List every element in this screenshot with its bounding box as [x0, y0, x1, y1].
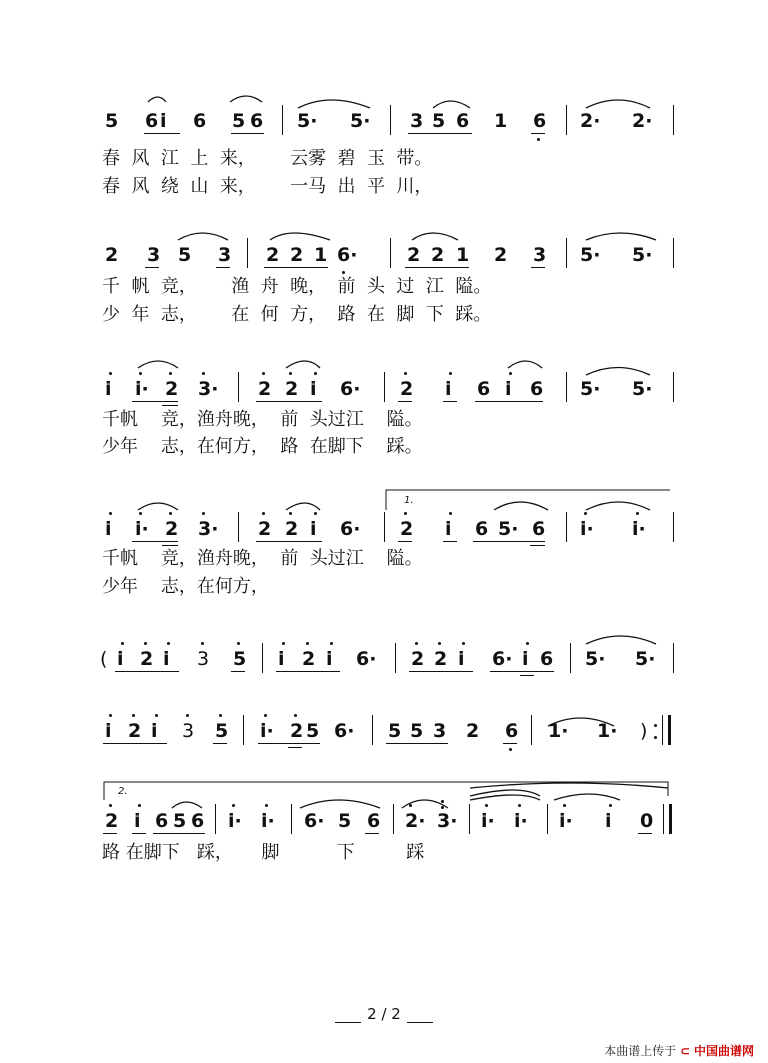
note: i·: [228, 810, 242, 832]
note: 5·: [297, 110, 318, 132]
note: 5: [432, 110, 446, 132]
note: 5·: [585, 648, 606, 670]
note: 5·: [632, 378, 653, 400]
note: 6: [477, 378, 491, 400]
note: 6: [193, 110, 207, 132]
lyrics-verse-2: 少年 志，在何方，: [102, 576, 269, 597]
note: 1·: [597, 720, 618, 742]
note: i·: [481, 810, 495, 832]
lyrics-verse-1: 千帆 竞，渔舟晚， 前 头过江 隘。: [102, 548, 423, 569]
note: i·: [261, 810, 275, 832]
note: 1·: [548, 720, 569, 742]
note: i·: [260, 720, 274, 742]
lyrics-verse-1: 春 风 江 上 来， 云雾 碧 玉 带。: [102, 148, 433, 169]
note: 5: [215, 720, 229, 742]
note: 2: [140, 648, 154, 670]
upload-credit: [604, 1042, 754, 1059]
note: i: [445, 518, 452, 540]
note: 5: [233, 648, 247, 670]
lyrics-verse-2: 春 风 绕 山 来， 一马 出 平 川，: [102, 176, 433, 197]
volta-label: 1.: [404, 495, 414, 506]
note: 5·: [580, 378, 601, 400]
note: 2: [302, 648, 316, 670]
note: 2: [285, 518, 299, 540]
note: 2: [400, 378, 414, 400]
lyrics-verse-1: 路 在脚下 踩， 脚 下 踩: [102, 842, 425, 863]
note: 6: [145, 110, 159, 132]
note: i·: [632, 518, 646, 540]
credit-prefix: 本曲谱上传于: [604, 1044, 677, 1058]
note: 2: [411, 648, 425, 670]
page-number-text: 2 / 2: [367, 1005, 401, 1023]
note: i: [151, 720, 158, 742]
note: 6·: [340, 378, 361, 400]
note: 2: [466, 720, 480, 742]
note: i: [505, 378, 512, 400]
note: 5·: [498, 518, 519, 540]
note: 3: [533, 244, 547, 266]
note: 2·: [405, 810, 426, 832]
note: 3: [197, 648, 210, 670]
note: 6: [250, 110, 264, 132]
note: 2: [105, 244, 119, 266]
lyrics-verse-1: 千帆 竞，渔舟晚， 前 头过江 隘。: [102, 409, 423, 430]
credit-brand[interactable]: 中国曲谱网: [693, 1044, 754, 1058]
paren-open: (: [100, 648, 108, 670]
note: 0: [640, 810, 654, 832]
note: 6·: [356, 648, 377, 670]
lyrics-verse-2: 少年 志，在何方， 路 在脚下 踩。: [102, 436, 423, 457]
note: 3: [182, 720, 195, 742]
note: 2: [290, 720, 304, 742]
note: i·: [559, 810, 573, 832]
note: 6·: [334, 720, 355, 742]
note: 3·: [437, 810, 458, 832]
note: 2: [285, 378, 299, 400]
note: 6: [367, 810, 381, 832]
site-logo-icon: ⊂: [680, 1044, 691, 1058]
note: i: [310, 518, 317, 540]
note: 5·: [580, 244, 601, 266]
note: i: [117, 648, 124, 670]
note: 3: [433, 720, 447, 742]
note: i: [163, 648, 170, 670]
note: 2: [400, 518, 414, 540]
note: 2: [165, 518, 179, 540]
note: i: [326, 648, 333, 670]
note: 2: [290, 244, 304, 266]
note: 3·: [198, 378, 219, 400]
note: 6: [540, 648, 554, 670]
note: 5·: [632, 244, 653, 266]
note: 5: [173, 810, 187, 832]
note: 6·: [340, 518, 361, 540]
note: i·: [580, 518, 594, 540]
note: 5: [306, 720, 320, 742]
note: 2: [128, 720, 142, 742]
note: 6·: [304, 810, 325, 832]
note: 3: [218, 244, 232, 266]
note: 6·: [337, 244, 358, 266]
note: 1: [456, 244, 470, 266]
note: i: [134, 810, 141, 832]
note: i·: [514, 810, 528, 832]
note: 6·: [492, 648, 513, 670]
note: 2: [165, 378, 179, 400]
note: 5: [338, 810, 352, 832]
note: 2: [266, 244, 280, 266]
note: 5·: [350, 110, 371, 132]
note: i: [278, 648, 285, 670]
note: 5: [388, 720, 402, 742]
note: i: [105, 518, 112, 540]
note: 3: [410, 110, 424, 132]
note: 6: [532, 518, 546, 540]
note: 2: [258, 378, 272, 400]
note: 2: [494, 244, 508, 266]
note: 2: [105, 810, 119, 832]
note: i: [522, 648, 529, 670]
note: 2·: [580, 110, 601, 132]
note: 3·: [198, 518, 219, 540]
note: 6: [505, 720, 519, 742]
note: 5·: [635, 648, 656, 670]
lyrics-verse-1: 千 帆 竞， 渔 舟 晚， 前 头 过 江 隘。: [102, 276, 492, 297]
note: i: [310, 378, 317, 400]
note: 2: [431, 244, 445, 266]
note: i: [445, 378, 452, 400]
note: 6: [456, 110, 470, 132]
note: 6: [530, 378, 544, 400]
note: i: [605, 810, 612, 832]
note: 6: [155, 810, 169, 832]
note: 2: [434, 648, 448, 670]
note: i: [105, 720, 112, 742]
note: 6: [191, 810, 205, 832]
note: 1: [314, 244, 328, 266]
note: 5: [410, 720, 424, 742]
note: i: [105, 378, 112, 400]
volta-label: 2.: [118, 786, 128, 797]
note: 5: [232, 110, 246, 132]
note: 3: [147, 244, 161, 266]
note: i: [458, 648, 465, 670]
note: 6: [475, 518, 489, 540]
note: 2: [258, 518, 272, 540]
note: 5: [105, 110, 119, 132]
page-number: [0, 1005, 768, 1023]
note: i·: [135, 378, 149, 400]
note: 1: [494, 110, 508, 132]
note: i: [160, 110, 167, 132]
note: 6: [533, 110, 547, 132]
note: 2: [407, 244, 421, 266]
note: 5: [178, 244, 192, 266]
note: 2·: [632, 110, 653, 132]
paren-close: ): [640, 720, 648, 742]
lyrics-verse-2: 少 年 志， 在 何 方， 路 在 脚 下 踩。: [102, 304, 492, 325]
note: i·: [135, 518, 149, 540]
